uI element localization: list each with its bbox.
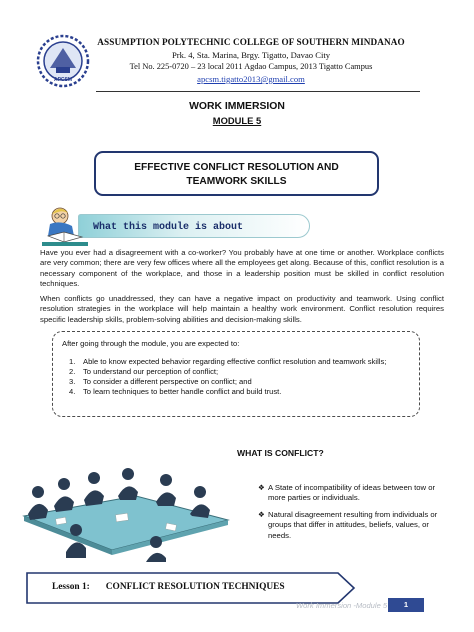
objective-number: 1. xyxy=(69,357,76,366)
module-title-line1: EFFECTIVE CONFLICT RESOLUTION AND xyxy=(134,162,339,173)
objective-number: 2. xyxy=(69,367,76,377)
objective-text: Able to know expected behavior regarding effective conflict resolution and teamwork skills; xyxy=(83,357,387,366)
lesson-title xyxy=(52,582,285,592)
page-number-badge: 1 xyxy=(388,598,424,612)
objective-item xyxy=(69,377,407,387)
objective-number: 3. xyxy=(69,377,76,387)
footer-module-text: Work Immersion -Module 5 xyxy=(296,601,388,610)
definition-text: A State of incompatibility of ideas between tow or more parties or individuals. xyxy=(268,483,436,503)
objective-item xyxy=(69,367,407,377)
module-number: MODULE 5 xyxy=(212,115,262,126)
module-title-box xyxy=(94,151,379,196)
lesson-label: Lesson 1: xyxy=(52,582,90,592)
objective-item xyxy=(69,387,407,397)
definition-item xyxy=(258,483,453,504)
definition-text: Natural disagreement resulting from individuals or groups that differ in attitudes, beliefs, values, or needs. xyxy=(268,509,438,540)
objective-text: To learn techniques to better handle conflict and build trust. xyxy=(83,387,282,397)
reading-kid-illustration xyxy=(40,204,90,248)
school-email-link[interactable]: apcsm.tigatto2013@gmail.com xyxy=(197,74,305,84)
school-address: Prk. 4, Sta. Marina, Brgy. Tigatto, Davao City xyxy=(171,50,331,60)
objectives-list xyxy=(69,357,407,397)
logo-text: APCSM xyxy=(53,77,73,83)
module-title-line2: TEAMWORK SKILLS xyxy=(186,176,287,187)
college-logo xyxy=(36,34,90,88)
intro-paragraph-1: Have you ever had a disagreement with a co-worker? You probably have at one time or another. Workplace conflicts are very common; there are very few offices where all the employees get along. Because of this, conflict resolution is a necessary component of the workplace, and those in a leadership position must be skilled in conflict resolution techniques. xyxy=(40,248,444,288)
objective-text: To consider a different perspective on conflict; and xyxy=(83,377,252,387)
header-divider xyxy=(96,91,420,92)
school-name: ASSUMPTION POLYTECHNIC COLLEGE OF SOUTHERN MINDANAO xyxy=(97,37,405,47)
diamond-bullet-icon: ❖ xyxy=(258,509,265,519)
subject-title: WORK IMMERSION xyxy=(189,101,285,112)
school-telephone: Tel No. 225-0720 – 23 local 2011 Agdao Campus, 2013 Tigatto Campus xyxy=(129,62,373,71)
conflict-definition-list xyxy=(258,483,453,547)
objective-text: To understand our perception of conflict; xyxy=(83,367,219,377)
meeting-table-illustration xyxy=(16,458,236,562)
intro-paragraph-2: When conflicts go unaddressed, they can have a negative impact on productivity and teamwork. Using conflict resolution strategies in the workplace will help maintain a healthy work environment. Conflict resolution requires specific leadership skills, problem-solving abilities and decision-making skills. xyxy=(40,294,444,324)
diamond-bullet-icon: ❖ xyxy=(258,483,265,492)
objective-item xyxy=(69,357,407,367)
objective-number: 4. xyxy=(69,387,76,397)
section-heading: What this module is about xyxy=(93,222,244,233)
school-header xyxy=(96,37,406,84)
objectives-intro: After going through the module, you are expected to: xyxy=(62,339,240,348)
lesson-name: CONFLICT RESOLUTION TECHNIQUES xyxy=(105,582,285,592)
definition-item xyxy=(258,510,453,541)
conflict-heading: WHAT IS CONFLICT? xyxy=(237,448,324,458)
